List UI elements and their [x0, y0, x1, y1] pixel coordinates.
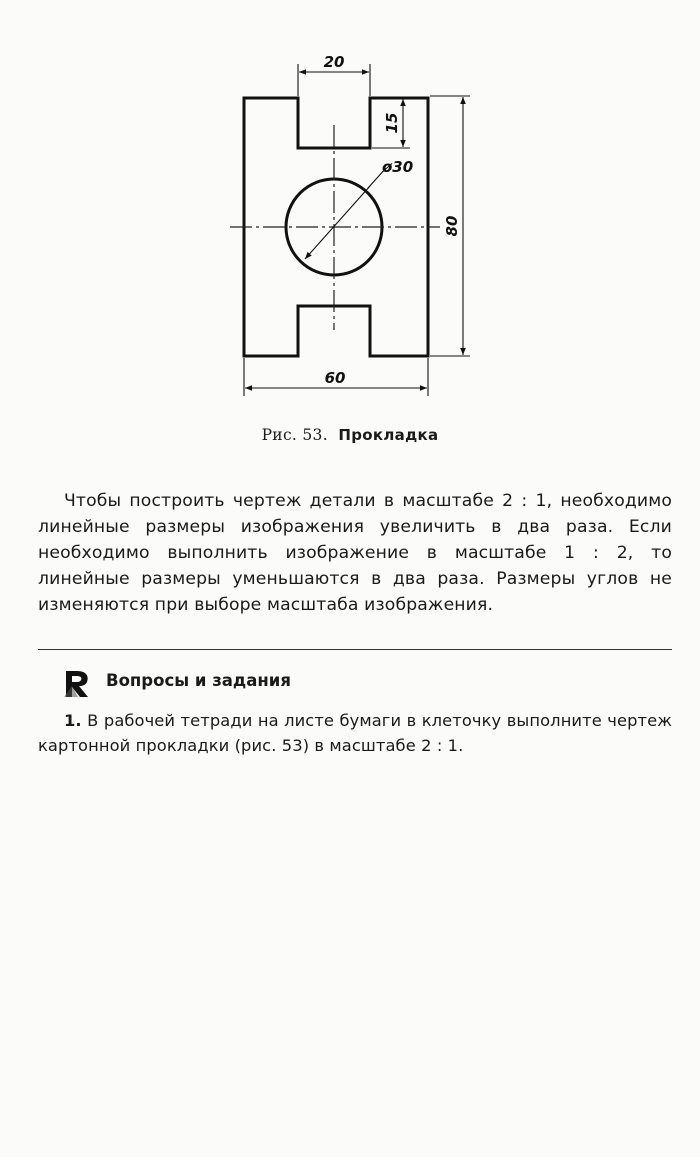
- task-number: 1.: [64, 711, 82, 730]
- dim-60-label: 60: [324, 369, 346, 387]
- body-paragraph: [38, 488, 672, 618]
- caption-title: Прокладка: [338, 426, 439, 444]
- dim-diameter-label: ø30: [382, 158, 414, 176]
- caption-prefix: Рис. 53.: [261, 426, 328, 444]
- body-paragraph-text: Чтобы построить чертеж детали в масштабе 2 : 1, необходимо линейные размеры изображения увеличить в два раза. Если необходимо выполнить изображение в масштабе 1 : 2, то линейные размеры уменьшаются в два раза. Размеры углов не изменяются при выборе масштаба изображения.: [38, 491, 672, 615]
- section-title: Вопросы и задания: [106, 671, 291, 690]
- task-item: [38, 708, 672, 758]
- figure-caption: [0, 426, 700, 444]
- dim-15-label: 15: [383, 112, 401, 134]
- dim-diameter-line: [305, 186, 370, 259]
- gasket-drawing: [0, 0, 700, 420]
- questions-icon: [63, 669, 91, 699]
- dim-80-label: 80: [443, 215, 461, 237]
- task-text: В рабочей тетради на листе бумаги в клеточку выполните чертеж картонной прокладки (рис. 53) в масштабе 2 : 1.: [38, 711, 672, 755]
- dim-20-label: 20: [323, 53, 345, 71]
- section-divider: [38, 649, 672, 650]
